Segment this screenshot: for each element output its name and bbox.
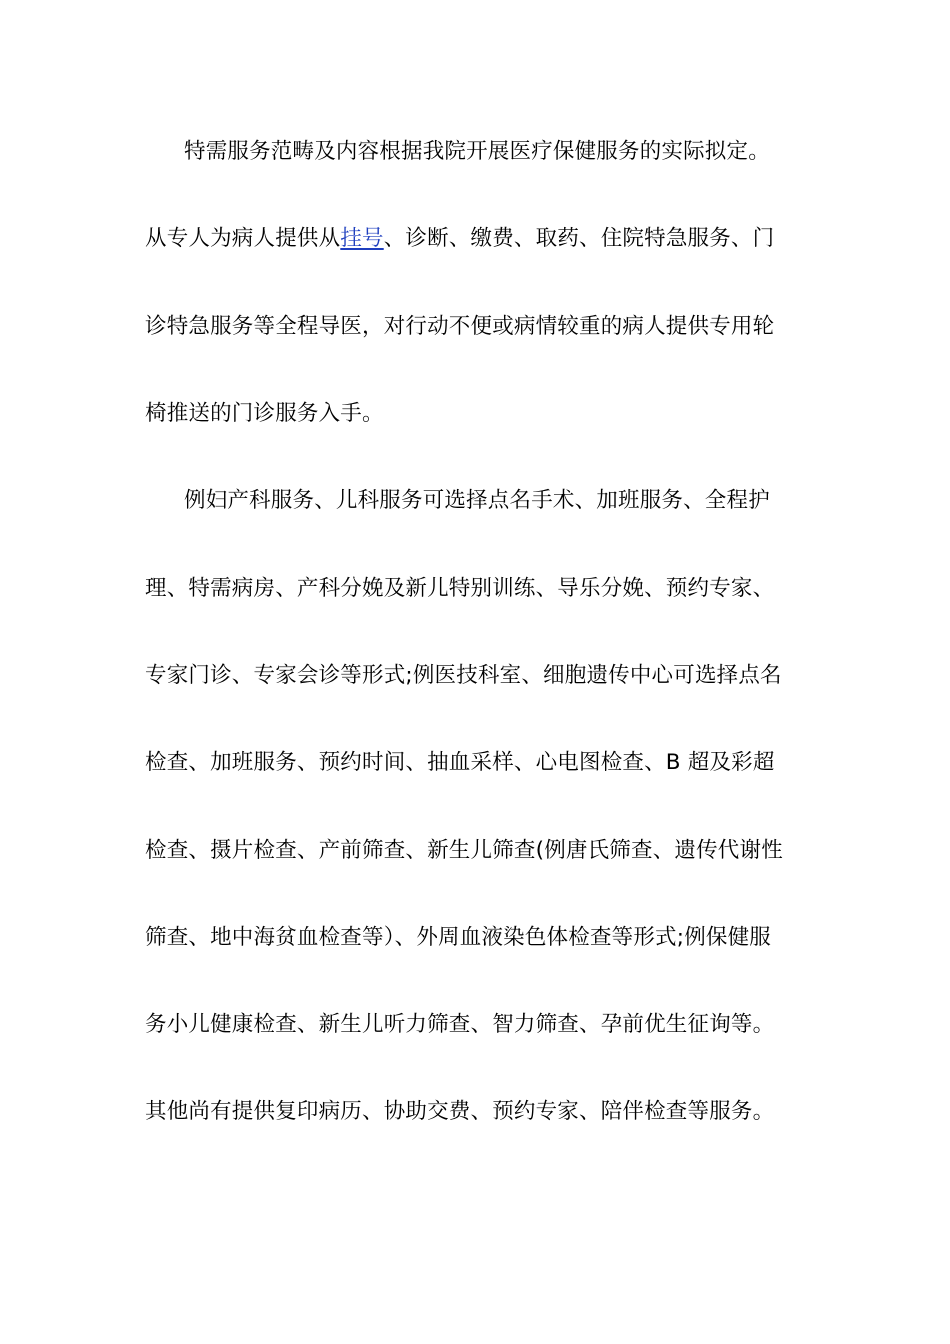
paragraph-line-10: 筛查、地中海贫血检查等）、外周血液染色体检查等形式;例保健服 [145, 925, 771, 950]
paragraph-line-4: 椅推送的门诊服务入手。 [145, 401, 384, 426]
paragraph-line-12: 其他尚有提供复印病历、协助交费、预约专家、陪伴检查等服务。 [145, 1099, 775, 1124]
paragraph-line-1: 特需服务范畴及内容根据我院开展医疗保健服务的实际拟定。 [184, 139, 770, 164]
paragraph-line-2 [145, 224, 825, 254]
paragraph-line-5: 例妇产科服务、儿科服务可选择点名手术、加班服务、全程护 [184, 488, 770, 513]
paragraph-line-3: 诊特急服务等全程导医，对行动不便或病情较重的病人提供专用轮 [145, 314, 775, 339]
registration-link[interactable]: 挂号 [340, 226, 384, 251]
line-2-text-before: 从专人为病人提供从 [145, 226, 341, 251]
paragraph-line-7: 专家门诊、专家会诊等形式;例医技科室、细胞遗传中心可选择点名 [145, 663, 782, 688]
line-2-text-after: 、诊断、缴费、取药、住院特急服务、门 [383, 226, 775, 251]
paragraph-line-11: 务小儿健康检查、新生儿听力筛查、智力筛查、孕前优生征询等。 [145, 1012, 775, 1037]
paragraph-line-9: 检查、摄片检查、产前筛查、新生儿筛查(例唐氏筛查、遗传代谢性 [145, 838, 783, 863]
paragraph-line-8: 检查、加班服务、预约时间、抽血采样、心电图检查、B 超及彩超 [145, 750, 775, 775]
paragraph-line-6: 理、特需病房、产科分娩及新儿特别训练、导乐分娩、预约专家、 [145, 576, 775, 601]
